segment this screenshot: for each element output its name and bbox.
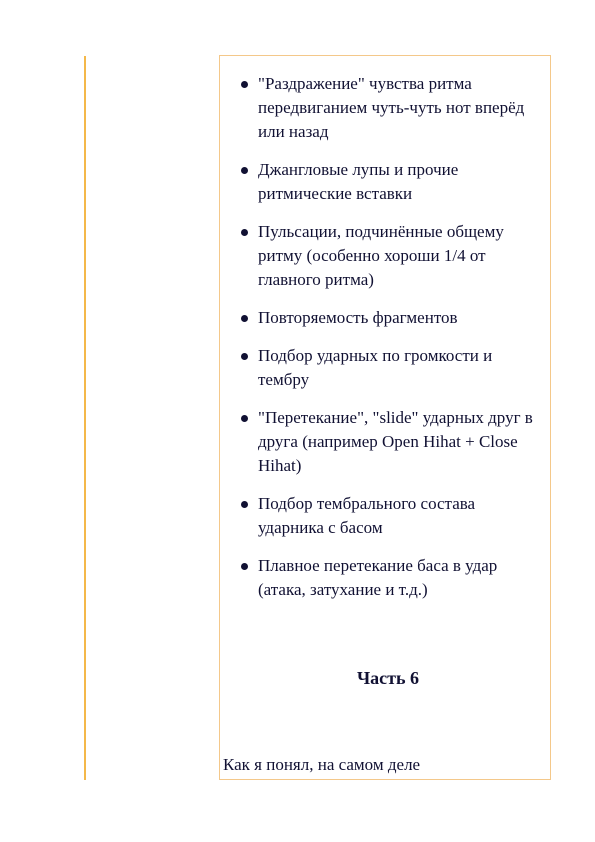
bullet-icon [241, 501, 248, 508]
bullet-text: Подбор ударных по громкости и тембру [258, 346, 493, 389]
list-item [244, 72, 544, 144]
list-item [244, 554, 544, 602]
bullet-text: Подбор тембрального состава ударника с басом [258, 494, 476, 537]
bullet-icon [241, 353, 248, 360]
list-item [244, 220, 544, 292]
list-item [244, 406, 544, 478]
bullet-text: "Раздражение" чувства ритма передвиганием чуть-чуть нот вперёд или назад [258, 74, 525, 141]
bullet-icon [241, 563, 248, 570]
bullet-icon [241, 167, 248, 174]
bullet-icon [241, 315, 248, 322]
content-frame [219, 55, 551, 780]
list-item [244, 306, 544, 330]
left-accent-rule [84, 56, 86, 780]
list-item [244, 158, 544, 206]
bullet-text: Плавное перетекание баса в удар (атака, затухание и т.д.) [258, 556, 498, 599]
bullet-text: "Перетекание", "slide" ударных друг в друга (например Open Hihat + Close Hihat) [258, 408, 533, 475]
bullet-text: Повторяемость фрагментов [258, 308, 458, 327]
bullet-icon [241, 81, 248, 88]
bullet-list [244, 72, 544, 616]
bullet-icon [241, 229, 248, 236]
list-item [244, 492, 544, 540]
list-item [244, 344, 544, 392]
body-text: Как я понял, на самом деле [223, 755, 421, 774]
bullet-icon [241, 415, 248, 422]
bullet-text: Пульсации, подчинённые общему ритму (особенно хороши 1/4 от главного ритма) [258, 222, 504, 289]
chapter-heading: Часть 6 [356, 668, 420, 688]
bullet-text: Джангловые лупы и прочие ритмические вставки [258, 160, 459, 203]
